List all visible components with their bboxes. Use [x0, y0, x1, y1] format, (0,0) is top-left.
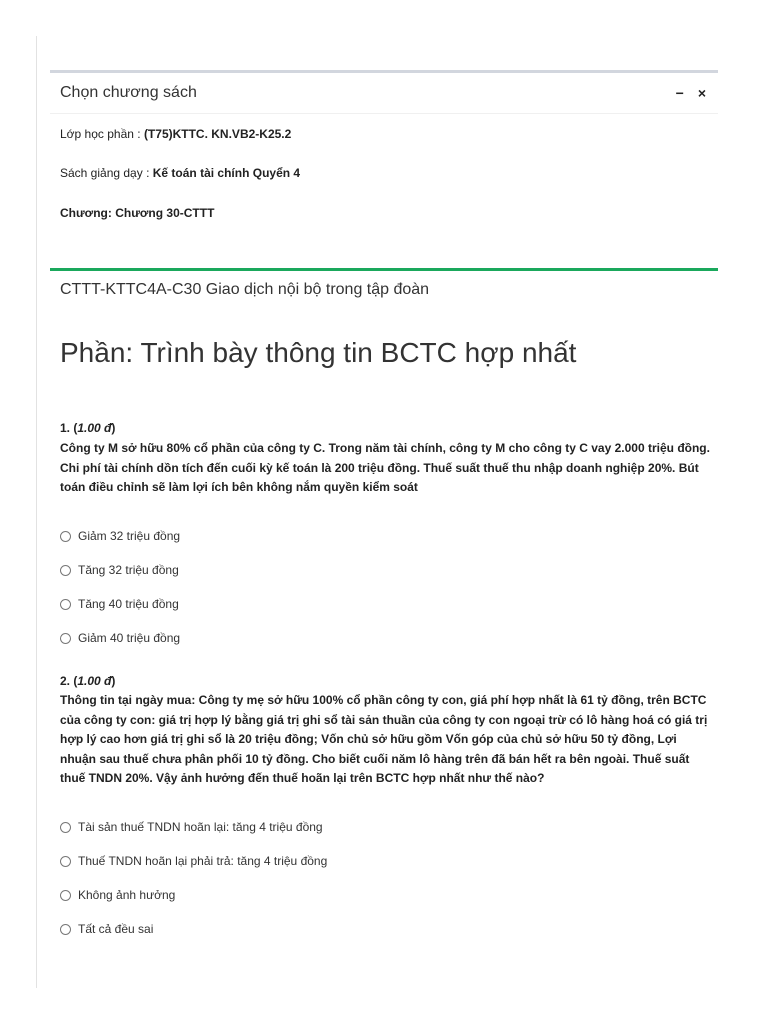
q1-option-3[interactable]	[60, 597, 179, 611]
radio-button[interactable]	[60, 856, 71, 867]
panel-header	[50, 73, 718, 114]
lesson-panel	[50, 268, 718, 298]
section-title: Phần: Trình bày thông tin BCTC hợp nhất	[60, 337, 577, 368]
radio-button[interactable]	[60, 565, 71, 576]
radio-button[interactable]	[60, 822, 71, 833]
option-label: Tăng 40 triệu đồng	[78, 597, 179, 611]
q1-option-1[interactable]	[60, 529, 180, 543]
radio-button[interactable]	[60, 924, 71, 935]
question-2-text: Thông tin tại ngày mua: Công ty mẹ sở hữu 100% cổ phần công ty con, giá phí hợp nhất là 61 tỷ đồng, trên BCTC của công ty con: giá trị hợp lý bằng giá trị ghi sổ tài sản thuần của công ty con ngoại trừ có lô hàng hoá có giá trị hợp lý cao hơn giá trị ghi sổ là 20 triệu đồng; Vốn chủ sở hữu gồm Vốn góp của chủ sở hữu 50 tỷ đồng, Lợi nhuận sau thuế chưa phân phối 10 tỷ đồng. Cho biết cuối năm lô hàng trên đã bán hết ra bên ngoài. Thuế suất thuế TNDN 20%. Vậy ảnh hưởng đến thuế hoãn lại trên BCTC hợp nhất như thế nào?	[60, 693, 708, 785]
book-value: Kế toán tài chính Quyển 4	[152, 166, 301, 180]
option-label: Tăng 32 triệu đồng	[78, 563, 179, 577]
class-value: (T75)KTTC. KN.VB2-K25.2	[143, 127, 292, 141]
q2-option-3[interactable]	[60, 888, 175, 902]
lesson-title: CTTT-KTTC4A-C30 Giao dịch nội bộ trong tập đoàn	[60, 281, 430, 298]
question-number: 2.	[60, 674, 71, 688]
panel-tools	[676, 86, 706, 100]
radio-button[interactable]	[60, 599, 71, 610]
q2-option-2[interactable]	[60, 854, 327, 868]
minimize-icon[interactable]: −	[675, 85, 684, 101]
radio-button[interactable]	[60, 890, 71, 901]
class-label: Lớp học phần :	[60, 127, 144, 141]
q2-option-4[interactable]	[60, 922, 153, 936]
option-label: Không ảnh hưởng	[78, 888, 176, 902]
q1-option-4[interactable]	[60, 631, 180, 645]
class-info	[60, 127, 291, 141]
option-label: Thuế TNDN hoãn lại phải trả: tăng 4 triệu đồng	[78, 854, 328, 868]
book-info	[60, 166, 300, 180]
panel-title: Chọn chương sách	[60, 84, 197, 101]
radio-button[interactable]	[60, 633, 71, 644]
question-1-header: 1. (1.00 đ)	[60, 421, 116, 435]
question-points: 1.00 đ	[77, 674, 112, 688]
option-label: Giảm 40 triệu đồng	[78, 631, 181, 645]
chapter-value: Chương: Chương 30-CTTT	[60, 206, 215, 220]
chapter-info	[60, 206, 214, 220]
chapter-select-panel	[50, 70, 718, 220]
radio-button[interactable]	[60, 531, 71, 542]
q2-option-1[interactable]	[60, 820, 323, 834]
option-label: Giảm 32 triệu đồng	[78, 529, 181, 543]
close-icon[interactable]: ×	[697, 85, 706, 101]
option-label: Tất cả đều sai	[78, 922, 154, 936]
book-label: Sách giảng dạy :	[60, 166, 153, 180]
question-points: 1.00 đ	[77, 421, 112, 435]
q1-option-2[interactable]	[60, 563, 179, 577]
question-2-header: 2. (1.00 đ)	[60, 674, 116, 688]
option-label: Tài sản thuế TNDN hoãn lại: tăng 4 triệu đồng	[78, 820, 323, 834]
question-1-text: Công ty M sở hữu 80% cổ phần của công ty C. Trong năm tài chính, công ty M cho công ty C vay 2.000 triệu đồng. Chi phí tài chính dồn tích đến cuối kỳ kế toán là 200 triệu đồng. Thuế suất thuế thu nhập doanh nghiệp 20%. Bút toán điều chỉnh sẽ làm lợi ích bên không nắm quyền kiểm soát	[60, 441, 710, 494]
question-number: 1.	[60, 421, 71, 435]
left-border	[36, 36, 37, 988]
